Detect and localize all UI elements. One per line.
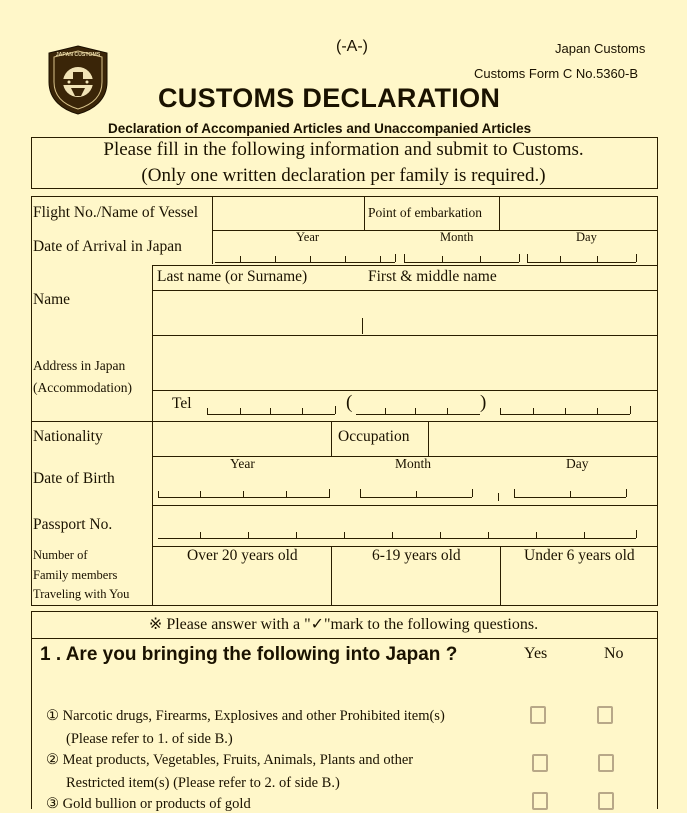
family-label-2: Family members xyxy=(33,568,118,582)
nationality-label: Nationality xyxy=(33,428,103,445)
item-1-no-checkbox[interactable] xyxy=(597,706,613,724)
dob-year-label: Year xyxy=(230,456,255,471)
question-item-3-line-1: ③ Gold bullion or products of gold xyxy=(46,796,251,812)
tick xyxy=(415,408,416,414)
date-underline xyxy=(404,262,519,263)
date-underline xyxy=(360,497,472,498)
tick xyxy=(240,408,241,414)
dob-day-label: Day xyxy=(566,456,589,471)
instruction-line-2: (Only one written declaration per family is required.) xyxy=(141,165,546,186)
tick xyxy=(565,408,566,414)
tel-paren-close: ) xyxy=(480,392,487,413)
item-2-yes-checkbox[interactable] xyxy=(532,754,548,772)
question-1: 1 . Are you bringing the following into Japan ? xyxy=(40,644,458,665)
tick xyxy=(243,491,244,497)
question-item-1-line-1: ① Narcotic drugs, Firearms, Explosives and other Prohibited item(s) xyxy=(46,708,445,724)
date-underline xyxy=(514,497,626,498)
family-label-3: Traveling with You xyxy=(33,587,130,601)
last-name-label: Last name (or Surname) xyxy=(157,268,308,285)
tick xyxy=(200,532,201,538)
first-name-input[interactable] xyxy=(365,292,655,334)
divider xyxy=(500,546,501,606)
family-label-1: Number of xyxy=(33,548,88,562)
divider xyxy=(152,265,153,555)
tick xyxy=(360,489,361,497)
item-1-yes-checkbox[interactable] xyxy=(530,706,546,724)
tick xyxy=(630,406,631,414)
under6-input[interactable] xyxy=(502,568,656,604)
tick xyxy=(570,491,571,497)
divider xyxy=(152,265,658,266)
over20-input[interactable] xyxy=(154,568,329,604)
divider xyxy=(331,546,332,606)
arrival-month-label: Month xyxy=(440,230,474,244)
tick xyxy=(296,532,297,538)
nationality-input[interactable] xyxy=(154,423,329,455)
tick xyxy=(286,491,287,497)
first-name-label: First & middle name xyxy=(368,268,497,285)
over20-label: Over 20 years old xyxy=(187,547,298,564)
tick xyxy=(514,489,515,497)
divider xyxy=(657,639,658,809)
form-number: Customs Form C No.5360-B xyxy=(474,66,638,81)
tick xyxy=(335,406,336,414)
last-name-input[interactable] xyxy=(154,292,361,334)
address-label-2: (Accommodation) xyxy=(33,380,132,395)
tick xyxy=(416,491,417,497)
question-item-1-line-2: (Please refer to 1. of side B.) xyxy=(66,731,233,747)
document-title: CUSTOMS DECLARATION xyxy=(158,83,501,113)
tick xyxy=(158,491,159,497)
tick xyxy=(392,532,393,538)
dob-input[interactable] xyxy=(156,475,626,497)
document-subtitle: Declaration of Accompanied Articles and Unaccompanied Articles xyxy=(108,121,532,136)
form-code: (-A-) xyxy=(336,38,368,55)
embarkation-input[interactable] xyxy=(500,198,656,228)
question-item-2-line-1: ② Meat products, Vegetables, Fruits, Animals, Plants and other xyxy=(46,752,414,768)
tick xyxy=(519,254,520,262)
divider xyxy=(364,196,365,230)
tick xyxy=(385,408,386,414)
passport-underline xyxy=(158,538,636,539)
customs-emblem-logo xyxy=(43,44,113,116)
tick xyxy=(345,256,346,262)
tick xyxy=(302,408,303,414)
tick xyxy=(527,254,528,262)
tick xyxy=(536,532,537,538)
tick xyxy=(207,408,208,414)
date-underline xyxy=(527,262,636,263)
tel-underline xyxy=(207,414,335,415)
passport-label: Passport No. xyxy=(33,516,113,533)
tick xyxy=(636,530,637,538)
occupation-input[interactable] xyxy=(430,423,656,455)
tick xyxy=(440,532,441,538)
yes-column-label: Yes xyxy=(524,645,548,662)
tick xyxy=(395,254,396,262)
no-column-label: No xyxy=(604,645,624,662)
tel-underline xyxy=(500,414,630,415)
under6-label: Under 6 years old xyxy=(524,547,635,564)
arrival-date-label: Date of Arrival in Japan xyxy=(33,238,182,255)
dob-month-label: Month xyxy=(395,456,432,471)
question-item-2-line-2: Restricted item(s) (Please refer to 2. of side B.) xyxy=(66,775,340,791)
tick xyxy=(329,489,330,497)
divider xyxy=(152,390,658,391)
divider xyxy=(152,546,153,606)
flight-input[interactable] xyxy=(213,198,363,228)
tick xyxy=(560,256,561,262)
tick xyxy=(488,532,489,538)
tick xyxy=(500,408,501,414)
tick xyxy=(498,493,499,501)
tick xyxy=(275,256,276,262)
item-3-no-checkbox[interactable] xyxy=(598,792,614,810)
tick xyxy=(626,489,627,497)
tick xyxy=(270,408,271,414)
arrival-year-label: Year xyxy=(296,230,320,244)
question-instruction: ※ Please answer with a "✓"mark to the following questions. xyxy=(148,616,539,633)
item-2-no-checkbox[interactable] xyxy=(598,754,614,772)
tick xyxy=(200,491,201,497)
name-label: Name xyxy=(33,291,71,308)
address-input[interactable] xyxy=(154,337,656,389)
age-6-19-label: 6-19 years old xyxy=(372,547,461,564)
tel-label: Tel xyxy=(172,395,192,412)
instruction-line-1: Please fill in the following information and submit to Customs. xyxy=(103,139,584,160)
tick xyxy=(344,532,345,538)
item-3-yes-checkbox[interactable] xyxy=(532,792,548,810)
arrival-day-label: Day xyxy=(576,230,597,244)
tick xyxy=(404,254,405,262)
tick xyxy=(380,256,381,262)
tick xyxy=(480,256,481,262)
arrival-date-input[interactable] xyxy=(214,246,636,262)
tick xyxy=(472,489,473,497)
divider xyxy=(152,505,658,506)
tel-input[interactable] xyxy=(205,396,630,416)
age-6-19-input[interactable] xyxy=(333,568,498,604)
divider xyxy=(428,421,429,456)
date-underline xyxy=(215,262,395,263)
address-label-1: Address in Japan xyxy=(33,358,126,373)
logo-text: JAPAN CUSTOMS xyxy=(55,52,101,58)
embarkation-label: Point of embarkation xyxy=(368,205,482,220)
tick xyxy=(636,254,637,262)
occupation-label: Occupation xyxy=(338,428,410,445)
passport-input[interactable] xyxy=(156,515,636,539)
tel-paren-open: ( xyxy=(346,392,353,413)
divider xyxy=(31,639,32,809)
divider xyxy=(31,421,658,422)
tick xyxy=(248,532,249,538)
tick xyxy=(584,532,585,538)
tick xyxy=(597,408,598,414)
agency-name: Japan Customs xyxy=(555,41,646,56)
tick xyxy=(362,318,363,334)
flight-label: Flight No./Name of Vessel xyxy=(33,204,199,221)
divider xyxy=(331,421,332,456)
tel-underline xyxy=(356,414,480,415)
tick xyxy=(310,256,311,262)
tick xyxy=(533,408,534,414)
divider xyxy=(152,290,658,291)
date-underline xyxy=(158,497,330,498)
tick xyxy=(240,256,241,262)
divider xyxy=(152,335,658,336)
dob-label: Date of Birth xyxy=(33,470,115,487)
divider xyxy=(212,230,213,264)
tick xyxy=(442,256,443,262)
tick xyxy=(597,256,598,262)
tick xyxy=(447,408,448,414)
